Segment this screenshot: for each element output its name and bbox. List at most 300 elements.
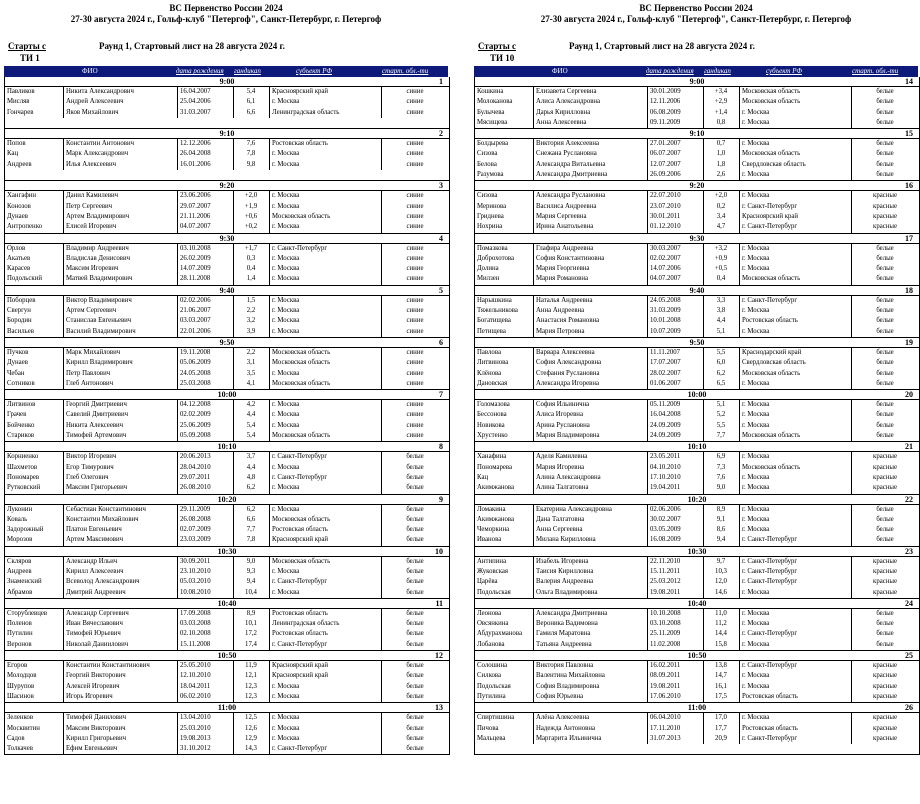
player-region: г. Москва <box>269 254 380 264</box>
start-group <box>5 286 449 338</box>
player-region: Ленинградская область <box>269 108 380 118</box>
player-tee: синие <box>381 379 448 389</box>
player-given-names: Никита Алексеевич <box>63 421 176 431</box>
player-surname: Чебан <box>7 369 25 377</box>
player-tee: синие <box>381 202 448 212</box>
player-birthdate: 19.04.2011 <box>647 483 702 493</box>
player-given-names: Ефим Евгеньевич <box>63 744 176 754</box>
player-surname: Голомазова <box>477 401 510 409</box>
table-row <box>5 222 449 232</box>
player-surname: Стариков <box>7 432 35 440</box>
player-tee: белые <box>381 734 448 744</box>
table-row <box>5 577 449 587</box>
starts-label: Старты с <box>478 41 516 51</box>
player-birthdate: 14.07.2006 <box>647 264 702 274</box>
player-surname: Садов <box>7 734 25 742</box>
col-birth: дата рождения <box>176 67 224 75</box>
player-tee: синие <box>381 108 448 118</box>
start-group <box>5 390 449 442</box>
player-surname: Бородин <box>7 317 32 325</box>
player-region: Свердловская область <box>739 358 850 368</box>
table-row <box>5 473 449 483</box>
player-birthdate: 03.10.2008 <box>647 619 702 629</box>
player-birthdate: 30.09.2011 <box>177 557 232 567</box>
player-birthdate: 22.11.2010 <box>647 557 702 567</box>
player-handicap: +0,9 <box>703 254 738 264</box>
player-given-names: Глеб Олегович <box>63 473 176 483</box>
player-region: г. Санкт-Петербург <box>739 577 850 587</box>
start-group <box>475 599 919 651</box>
player-given-names: Варвара Алексеевна <box>533 348 646 358</box>
table-row <box>5 369 449 379</box>
player-birthdate: 31.07.2013 <box>647 734 702 744</box>
player-surname: Веронов <box>7 640 32 648</box>
group-time: 9:10 <box>689 129 705 139</box>
player-tee: белые <box>381 483 448 493</box>
player-region: Красноярский край <box>739 212 850 222</box>
player-region: г. Москва <box>269 327 380 337</box>
player-handicap: 17,0 <box>703 713 738 723</box>
start-group <box>475 77 919 129</box>
player-surname: Литвинов <box>7 401 36 409</box>
player-surname: Васильев <box>7 327 34 335</box>
player-surname: Новикова <box>477 421 505 429</box>
player-region: Красноярский край <box>269 87 380 97</box>
player-given-names: Тимофей Артемович <box>63 431 176 441</box>
player-handicap: 17,4 <box>233 640 268 650</box>
table-row <box>475 87 919 97</box>
group-number: 7 <box>439 390 443 400</box>
table-row <box>475 619 919 629</box>
table-row <box>5 629 449 639</box>
player-tee: красные <box>851 452 918 462</box>
group-time: 10:40 <box>687 598 707 608</box>
player-surname: Пичова <box>477 724 499 732</box>
player-surname: Абрамов <box>7 588 33 596</box>
player-given-names: Алиса Игоревна <box>533 410 646 420</box>
table-row <box>475 629 919 639</box>
player-region: Ленинградская область <box>269 619 380 629</box>
player-surname: Пономарева <box>477 463 513 471</box>
group-time: 11:00 <box>217 703 237 713</box>
table-row <box>5 97 449 107</box>
player-tee: красные <box>851 557 918 567</box>
group-time: 10:40 <box>217 598 237 608</box>
player-tee: белые <box>851 431 918 441</box>
table-row <box>475 525 919 535</box>
player-tee: синие <box>381 348 448 358</box>
player-region: г. Москва <box>739 515 850 525</box>
table-row <box>475 149 919 159</box>
start-group <box>475 390 919 442</box>
player-region: г. Москва <box>269 588 380 598</box>
player-tee: синие <box>381 431 448 441</box>
start-group <box>475 703 919 755</box>
group-number: 12 <box>435 651 443 661</box>
player-region: г. Москва <box>739 609 850 619</box>
group-header <box>475 77 919 87</box>
player-region: Московская область <box>269 557 380 567</box>
player-region: г. Санкт-Петербург <box>739 222 850 232</box>
group-number: 25 <box>905 651 913 661</box>
player-surname: Свергун <box>7 307 31 315</box>
start-group <box>475 547 919 599</box>
player-region: г. Москва <box>739 306 850 316</box>
table-row <box>475 505 919 515</box>
group-number: 4 <box>439 233 443 243</box>
player-given-names: Вероника Вадимовна <box>533 619 646 629</box>
player-region: Свердловская область <box>739 160 850 170</box>
group-number: 13 <box>435 703 443 713</box>
group-number: 10 <box>435 546 443 556</box>
player-given-names: Иван Вячеславович <box>63 619 176 629</box>
player-given-names: Алина Талгатовна <box>533 483 646 493</box>
player-birthdate: 06.02.2010 <box>177 692 232 702</box>
player-handicap: 7,6 <box>233 139 268 149</box>
player-birthdate: 24.09.2009 <box>647 421 702 431</box>
player-birthdate: 06.08.2009 <box>647 108 702 118</box>
group-time: 9:50 <box>689 337 705 347</box>
player-birthdate: 26.04.2008 <box>177 149 232 159</box>
player-surname: Белова <box>477 160 497 168</box>
player-tee: белые <box>381 713 448 723</box>
player-region: г. Москва <box>739 264 850 274</box>
player-birthdate: 06.04.2010 <box>647 713 702 723</box>
player-birthdate: 25.03.2010 <box>177 724 232 734</box>
player-handicap: +3,2 <box>703 244 738 254</box>
player-given-names: Артем Владимирович <box>63 212 176 222</box>
col-region: субъект РФ <box>766 67 802 75</box>
player-birthdate: 22.07.2010 <box>647 191 702 201</box>
player-handicap: 12,9 <box>233 734 268 744</box>
player-handicap: 0,4 <box>233 264 268 274</box>
player-tee: синие <box>381 369 448 379</box>
player-surname: Зеленков <box>7 714 34 722</box>
start-group <box>475 495 919 547</box>
player-tee: белые <box>381 661 448 671</box>
player-handicap: 7,8 <box>233 535 268 545</box>
player-given-names: Матвей Владимирович <box>63 274 176 284</box>
group-number: 21 <box>905 442 913 452</box>
player-surname: Антипина <box>477 557 507 565</box>
player-tee: белые <box>381 609 448 619</box>
player-given-names: Виктория Алексеевна <box>533 139 646 149</box>
table-row <box>475 222 919 232</box>
player-region: г. Санкт-Петербург <box>269 473 380 483</box>
group-time: 9:30 <box>219 233 235 243</box>
player-handicap: 12,6 <box>233 724 268 734</box>
player-surname: Мясищева <box>477 118 508 126</box>
player-tee: белые <box>381 577 448 587</box>
player-given-names: Георгий Дмитриевич <box>63 400 176 410</box>
player-tee: белые <box>851 108 918 118</box>
player-birthdate: 16.04.2008 <box>647 410 702 420</box>
player-given-names: Снежана Руслановна <box>533 149 646 159</box>
player-surname: Задорожный <box>7 526 44 534</box>
player-surname: Антропенко <box>7 223 43 231</box>
group-header <box>5 129 449 139</box>
player-handicap: 14,7 <box>703 671 738 681</box>
player-handicap: +2,0 <box>703 191 738 201</box>
player-tee: красные <box>851 202 918 212</box>
player-handicap: 0,3 <box>233 254 268 264</box>
player-surname: Долина <box>477 265 499 273</box>
player-tee: синие <box>381 296 448 306</box>
player-surname: Леонова <box>477 609 502 617</box>
player-surname: Сотников <box>7 379 35 387</box>
group-header <box>475 129 919 139</box>
group-time: 10:50 <box>687 651 707 661</box>
player-handicap: 9,4 <box>703 535 738 545</box>
table-row <box>5 661 449 671</box>
player-given-names: Виктория Павловна <box>533 661 646 671</box>
player-given-names: Алина Александровна <box>533 473 646 483</box>
group-header <box>475 442 919 452</box>
player-surname: Кац <box>477 473 489 481</box>
player-region: г. Москва <box>739 713 850 723</box>
player-handicap: 9,0 <box>703 483 738 493</box>
player-surname: Милзен <box>477 275 500 283</box>
player-tee: белые <box>851 410 918 420</box>
player-tee: красные <box>851 661 918 671</box>
start-group <box>475 286 919 338</box>
player-handicap: 0,8 <box>703 118 738 128</box>
player-region: г. Москва <box>739 452 850 462</box>
player-birthdate: 04.07.2007 <box>647 274 702 284</box>
start-group <box>475 338 919 390</box>
player-tee: белые <box>851 170 918 180</box>
player-region: г. Москва <box>269 692 380 702</box>
player-birthdate: 29.07.2011 <box>177 473 232 483</box>
tee-label: ТИ 10 <box>490 53 515 63</box>
player-tee: белые <box>851 160 918 170</box>
player-tee: белые <box>851 629 918 639</box>
group-time: 11:00 <box>687 703 707 713</box>
player-birthdate: 28.02.2007 <box>647 369 702 379</box>
player-region: Ростовская область <box>739 316 850 326</box>
group-number: 15 <box>905 129 913 139</box>
player-birthdate: 15.11.2011 <box>647 567 702 577</box>
player-given-names: Ирина Анатольевна <box>533 222 646 232</box>
player-given-names: Кирилл Григорьевич <box>63 734 176 744</box>
player-given-names: Виктор Владимирович <box>63 296 176 306</box>
player-given-names: Дмитрий Андреевич <box>63 588 176 598</box>
player-handicap: +1,4 <box>703 108 738 118</box>
player-birthdate: 31.03.2007 <box>177 108 232 118</box>
group-number: 9 <box>439 494 443 504</box>
group-header <box>475 599 919 609</box>
player-birthdate: 02.02.2009 <box>177 410 232 420</box>
start-group <box>5 181 449 233</box>
group-header <box>5 181 449 191</box>
event-subtitle: 27-30 августа 2024 г., Гольф-клуб "Петергоф", Санкт-Петербург, г. Петергоф <box>70 14 382 24</box>
player-birthdate: 19.11.2008 <box>177 348 232 358</box>
player-handicap: 8,9 <box>233 609 268 619</box>
player-surname: Дановская <box>477 379 508 387</box>
player-given-names: Александр Сергеевич <box>63 609 176 619</box>
player-birthdate: 26.08.2010 <box>177 483 232 493</box>
player-handicap: 10,4 <box>233 588 268 598</box>
player-tee: белые <box>381 629 448 639</box>
player-handicap: 17,7 <box>703 724 738 734</box>
player-birthdate: 16.08.2009 <box>647 535 702 545</box>
table-row <box>475 473 919 483</box>
table-row <box>5 452 449 462</box>
group-header <box>5 390 449 400</box>
table-row <box>475 139 919 149</box>
player-handicap: +2,9 <box>703 97 738 107</box>
player-given-names: Мария Сергеевна <box>533 212 646 222</box>
player-tee: белые <box>851 505 918 515</box>
player-surname: Попов <box>7 140 26 148</box>
player-tee: красные <box>851 724 918 734</box>
player-given-names: Савелий Дмитриевич <box>63 410 176 420</box>
player-given-names: Дарья Кирилловна <box>533 108 646 118</box>
table-row <box>5 713 449 723</box>
player-region: г. Санкт-Петербург <box>739 629 850 639</box>
player-region: г. Москва <box>739 118 850 128</box>
player-region: г. Санкт-Петербург <box>739 557 850 567</box>
table-row <box>475 609 919 619</box>
player-surname: Спиртишина <box>477 714 515 722</box>
player-surname: Путилина <box>477 692 506 700</box>
group-time: 10:50 <box>217 651 237 661</box>
group-time: 10:20 <box>687 494 707 504</box>
player-handicap: 6,2 <box>233 505 268 515</box>
starts-label: Старты с <box>8 41 46 51</box>
group-time: 10:10 <box>217 442 237 452</box>
player-handicap: 9,4 <box>233 577 268 587</box>
player-birthdate: 03.03.2007 <box>177 316 232 326</box>
player-given-names: Аделя Камилевна <box>533 452 646 462</box>
player-birthdate: 19.08.2011 <box>647 682 702 692</box>
player-surname: Луконин <box>7 505 33 513</box>
player-given-names: Таисия Кирилловна <box>533 567 646 577</box>
player-region: г. Москва <box>269 400 380 410</box>
player-birthdate: 10.10.2008 <box>647 609 702 619</box>
group-header <box>5 495 449 505</box>
table-row <box>475 264 919 274</box>
group-time: 9:20 <box>689 181 705 191</box>
player-surname: Лобанова <box>477 640 505 648</box>
player-handicap: 3,7 <box>233 452 268 462</box>
player-given-names: Марк Михайлович <box>63 348 176 358</box>
player-given-names: Яков Михайлович <box>63 108 176 118</box>
player-surname: Павлова <box>477 348 501 356</box>
player-given-names: Александр Ильич <box>63 557 176 567</box>
player-birthdate: 15.11.2008 <box>177 640 232 650</box>
player-given-names: Василий Владимирович <box>63 327 176 337</box>
player-birthdate: 27.01.2007 <box>647 139 702 149</box>
player-birthdate: 24.05.2008 <box>647 296 702 306</box>
player-handicap: 3,1 <box>233 358 268 368</box>
player-birthdate: 09.11.2009 <box>647 118 702 128</box>
group-number: 17 <box>905 233 913 243</box>
player-birthdate: 29.11.2009 <box>177 505 232 515</box>
player-region: г. Москва <box>739 421 850 431</box>
player-surname: Пономарев <box>7 473 40 481</box>
player-birthdate: 17.06.2010 <box>647 692 702 702</box>
player-region: г. Москва <box>269 505 380 515</box>
player-region: г. Санкт-Петербург <box>739 296 850 306</box>
player-surname: Нохрина <box>477 223 503 231</box>
player-tee: синие <box>381 212 448 222</box>
player-birthdate: 23.07.2010 <box>647 202 702 212</box>
player-handicap: 12,3 <box>233 682 268 692</box>
player-region: г. Москва <box>739 525 850 535</box>
player-handicap: +0,2 <box>233 222 268 232</box>
table-row <box>475 588 919 598</box>
player-region: г. Москва <box>739 254 850 264</box>
player-given-names: Глеб Антонович <box>63 379 176 389</box>
player-surname: Москвитин <box>7 724 40 732</box>
player-region: г. Москва <box>739 483 850 493</box>
group-number: 20 <box>905 390 913 400</box>
table-row <box>475 483 919 493</box>
table-row <box>5 619 449 629</box>
group-time: 10:30 <box>217 546 237 556</box>
player-region: Московская область <box>739 274 850 284</box>
player-birthdate: 17.11.2010 <box>647 724 702 734</box>
player-region: Ростовская область <box>269 609 380 619</box>
player-handicap: 9,7 <box>703 557 738 567</box>
player-tee: белые <box>381 463 448 473</box>
table-row <box>5 588 449 598</box>
player-surname: Сизова <box>477 150 498 158</box>
group-time: 9:00 <box>219 77 235 86</box>
group-number: 8 <box>439 442 443 452</box>
player-surname: Овсянкина <box>477 620 509 628</box>
player-given-names: Кирилл Владимирович <box>63 358 176 368</box>
player-given-names: Василиса Андреевна <box>533 202 646 212</box>
player-given-names: Георгий Викторович <box>63 671 176 681</box>
player-surname: Ханафина <box>477 453 507 461</box>
player-handicap: 7,3 <box>703 463 738 473</box>
player-tee: синие <box>381 244 448 254</box>
player-surname: Орлов <box>7 244 26 252</box>
start-group <box>5 599 449 651</box>
player-region: Ростовская область <box>739 724 850 734</box>
player-region: г. Санкт-Петербург <box>269 244 380 254</box>
player-surname: Тяжельникова <box>477 307 518 315</box>
table-row <box>5 535 449 545</box>
player-region: г. Москва <box>269 149 380 159</box>
player-surname: Доброхотова <box>477 254 514 262</box>
group-time: 10:10 <box>687 442 707 452</box>
player-tee: синие <box>381 149 448 159</box>
table-row <box>5 410 449 420</box>
table-row <box>5 202 449 212</box>
player-region: г. Москва <box>269 682 380 692</box>
group-number: 19 <box>905 337 913 347</box>
player-tee: синие <box>381 358 448 368</box>
player-given-names: Надежда Антоновна <box>533 724 646 734</box>
player-tee: белые <box>851 306 918 316</box>
player-region: г. Москва <box>269 316 380 326</box>
player-tee: белые <box>851 296 918 306</box>
start-group <box>475 234 919 286</box>
group-number: 2 <box>439 129 443 139</box>
table-row <box>475 744 919 754</box>
player-surname: Шахметов <box>7 463 38 471</box>
player-birthdate: 23.03.2009 <box>177 535 232 545</box>
player-birthdate: 01.06.2007 <box>647 379 702 389</box>
player-handicap: 5,1 <box>703 327 738 337</box>
start-group <box>475 651 919 703</box>
player-region: г. Москва <box>739 671 850 681</box>
table-row <box>475 97 919 107</box>
player-region: Московская область <box>269 431 380 441</box>
